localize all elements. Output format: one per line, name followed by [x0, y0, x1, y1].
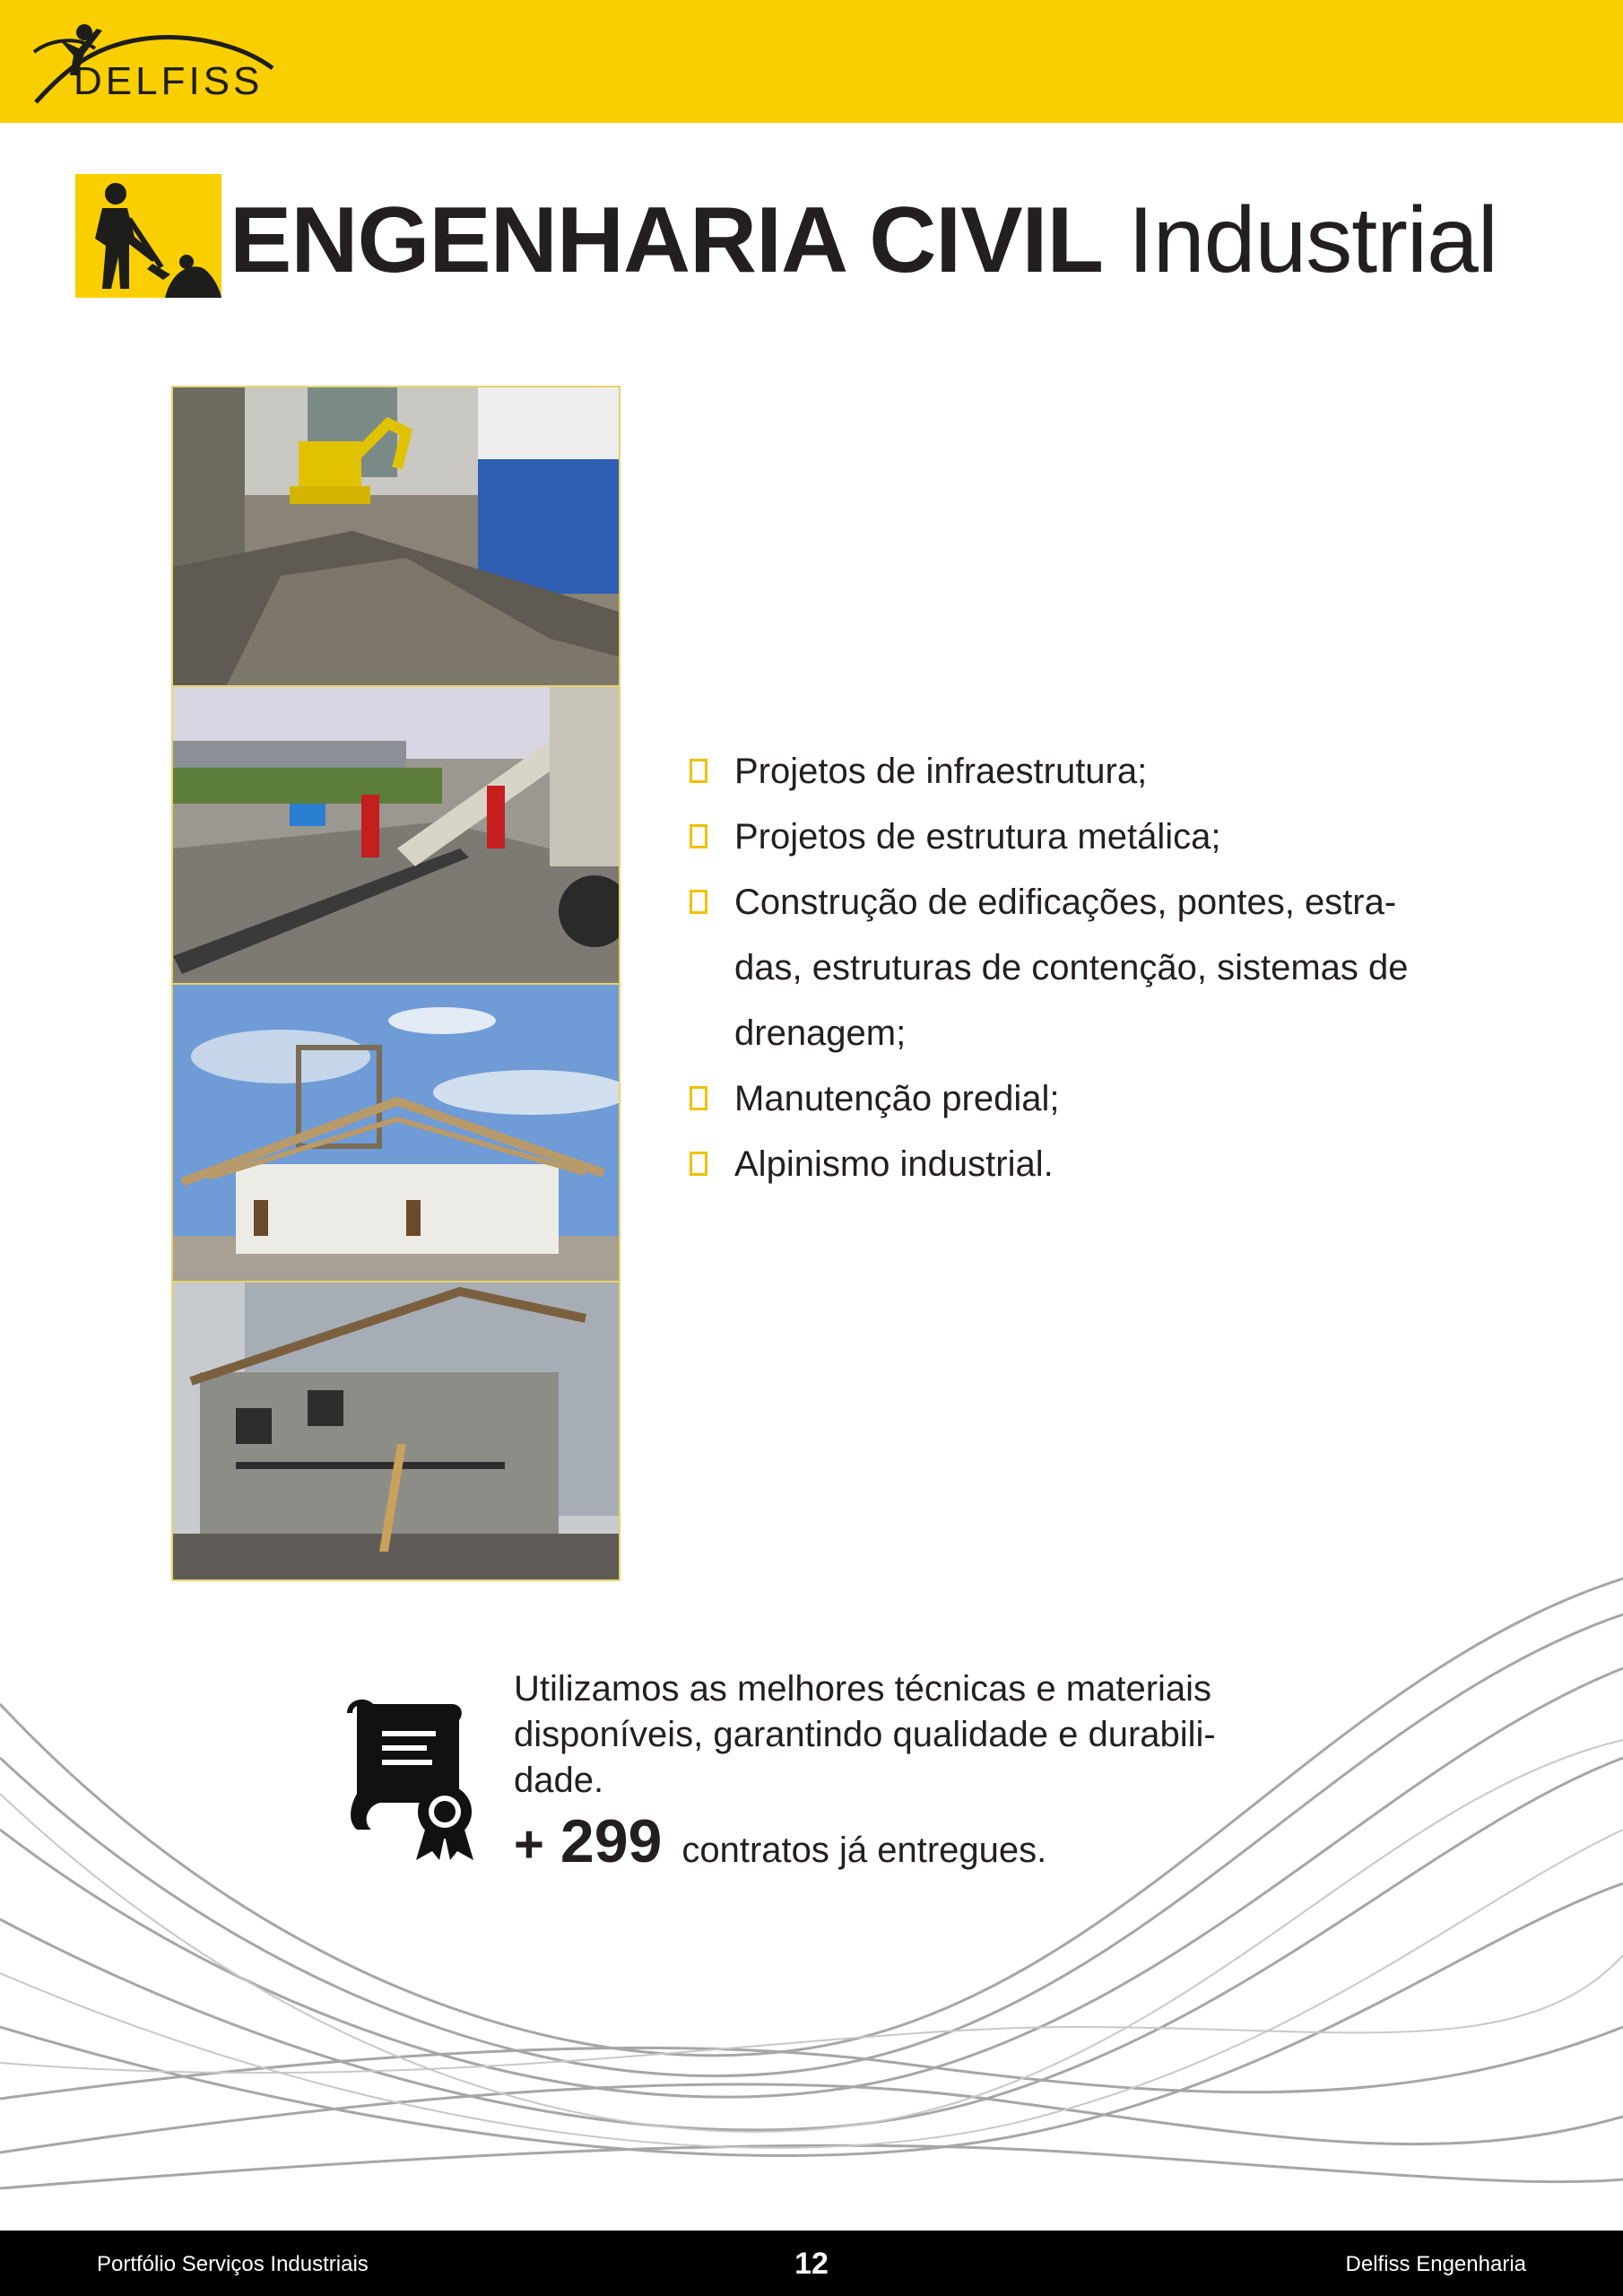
list-item [685, 1132, 1492, 1197]
list-item-text: Construção de edificações, pontes, estra- [734, 883, 1397, 922]
list-item-continuation [685, 1001, 1492, 1066]
list-item [685, 739, 1492, 804]
list-item [685, 870, 1492, 935]
certificate-scroll-icon [346, 1695, 481, 1860]
photo-block-building [173, 1283, 619, 1579]
statement-line: Utilizamos as melhores técnicas e materiais [514, 1669, 1212, 1709]
stat-plus: + [514, 1815, 544, 1874]
statement-line: disponíveis, garantindo qualidade e durabili- [514, 1715, 1216, 1754]
bullet-square-icon [690, 1152, 707, 1176]
list-item-text: Alpinismo industrial. [734, 1144, 1054, 1184]
photo-concrete-pouring [173, 687, 619, 983]
list-item-continuation [685, 935, 1492, 1001]
stat-number: 299 [560, 1807, 663, 1875]
bullet-square-icon [690, 890, 707, 914]
list-item-text: drenagem; [734, 1013, 907, 1053]
list-item [685, 804, 1492, 870]
page-title-bold: ENGENHARIA CIVIL [230, 188, 1103, 292]
decorative-wave-lines [0, 1561, 1623, 2224]
header-bar [0, 0, 1623, 123]
list-item-text: Manutenção predial; [734, 1079, 1060, 1118]
list-item [685, 1066, 1492, 1132]
photo-roof-structure [173, 985, 619, 1281]
page-title [230, 187, 1497, 294]
photo-backhoe-excavation [173, 387, 619, 685]
bullet-square-icon [690, 759, 707, 783]
contracts-stat [514, 1806, 1046, 1887]
bullet-square-icon [690, 824, 707, 848]
logo-wordmark: DELFISS [74, 59, 264, 103]
bullet-square-icon [690, 1086, 707, 1110]
page-number: 12 [794, 2247, 829, 2281]
footer-left-text: Portfólio Serviços Industriais [97, 2252, 369, 2276]
page-title-light: Industrial [1127, 188, 1497, 292]
list-item-text: Projetos de infraestrutura; [734, 752, 1148, 791]
list-item-text: Projetos de estrutura metálica; [734, 817, 1221, 857]
photo-column [171, 386, 621, 1581]
delfiss-logo [32, 13, 283, 109]
quality-statement [514, 1666, 1321, 1804]
list-item-text: das, estruturas de contenção, sistemas de [734, 948, 1409, 987]
footer-bar [0, 2231, 1623, 2296]
statement-line: dade. [514, 1761, 604, 1800]
stat-text: contratos já entregues. [681, 1831, 1047, 1870]
construction-worker-icon [75, 174, 221, 298]
footer-right-text: Delfiss Engenharia [1345, 2252, 1526, 2276]
services-list [685, 739, 1492, 1197]
